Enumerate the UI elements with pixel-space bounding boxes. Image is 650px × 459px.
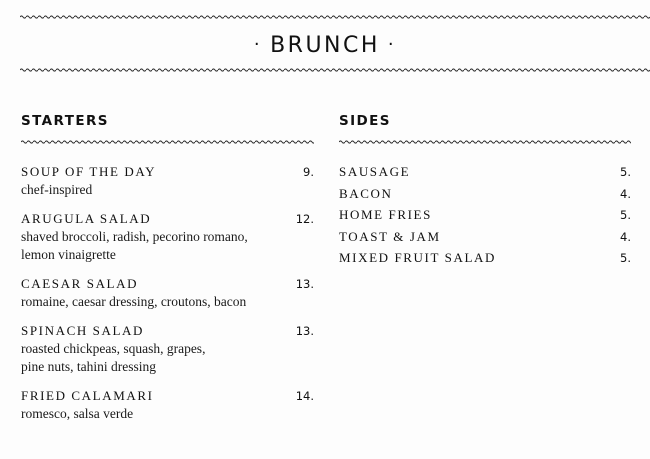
item-name: BACON (339, 185, 393, 201)
menu-item-mixed-fruit-salad (339, 249, 631, 267)
starters-wavy-divider (21, 139, 314, 145)
menu-item-sausage (339, 163, 631, 181)
menu-item-arugula-salad (21, 210, 314, 264)
sides-section (339, 113, 631, 271)
item-name: HOME FRIES (339, 207, 432, 223)
item-name: SOUP OF THE DAY (21, 164, 157, 179)
menu-item-toast-and-jam (339, 228, 631, 246)
item-price: 4. (620, 186, 631, 201)
item-name: TOAST & JAM (339, 228, 441, 244)
menu-item-caesar-salad (21, 275, 314, 311)
menu-item-soup-of-the-day (21, 163, 314, 199)
item-price: 13. (295, 324, 314, 338)
title-dot-left: · (253, 34, 263, 55)
item-price: 9. (303, 165, 314, 179)
item-price: 14. (295, 389, 314, 403)
starters-heading: STARTERS (21, 113, 109, 129)
item-description-line-2: pine nuts, tahini dressing (21, 359, 156, 374)
title-dot-right: · (387, 34, 397, 55)
menu-item-spinach-salad (21, 322, 314, 376)
item-description: roasted chickpeas, squash, grapes, (21, 341, 206, 356)
title-text: BRUNCH (270, 33, 380, 58)
menu-item-home-fries (339, 206, 631, 224)
item-price: 13. (295, 277, 314, 291)
sides-wavy-divider (339, 139, 631, 145)
menu-item-bacon (339, 185, 631, 203)
item-price: 5. (620, 251, 631, 266)
item-price: 5. (620, 208, 631, 223)
sides-heading: SIDES (339, 113, 391, 129)
item-price: 4. (620, 229, 631, 244)
starters-list (21, 163, 314, 423)
item-description: romesco, salsa verde (21, 406, 134, 421)
item-name: ARUGULA SALAD (21, 211, 152, 226)
item-price: 12. (295, 212, 314, 226)
item-description: shaved broccoli, radish, pecorino romano, (21, 229, 248, 244)
item-name: FRIED CALAMARI (21, 388, 154, 403)
menu-item-fried-calamari (21, 387, 314, 423)
sides-list (339, 163, 631, 267)
menu-title (0, 33, 650, 58)
item-description-line-2: lemon vinaigrette (21, 247, 116, 262)
item-description: chef-inspired (21, 182, 93, 197)
item-name: SPINACH SALAD (21, 323, 145, 338)
item-name: MIXED FRUIT SALAD (339, 250, 496, 266)
item-name: SAUSAGE (339, 164, 411, 179)
starters-section (21, 113, 314, 434)
bottom-wavy-divider (20, 67, 650, 73)
item-description: romaine, caesar dressing, croutons, bacon (21, 294, 247, 309)
item-price: 5. (620, 165, 631, 179)
item-name: CAESAR SALAD (21, 276, 139, 291)
top-wavy-divider (20, 14, 650, 20)
